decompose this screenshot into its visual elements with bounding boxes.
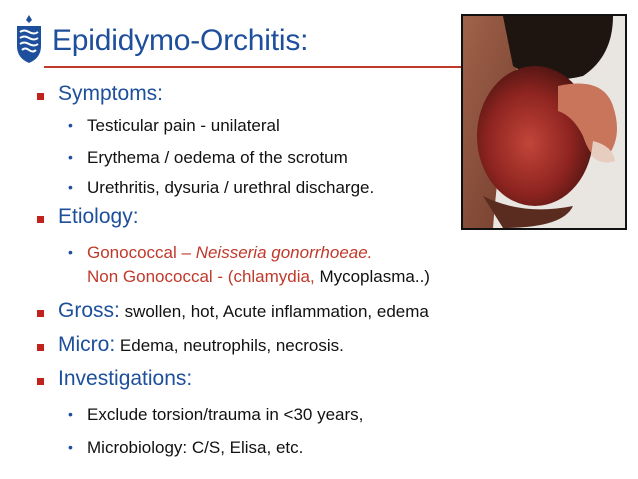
symptom-item: Erythema / oedema of the scrotum <box>87 148 348 167</box>
bullet-square-icon <box>37 378 44 385</box>
bullet-square-icon <box>37 310 44 317</box>
slide-title: Epididymo-Orchitis: <box>52 24 309 57</box>
etiology-line-2 <box>87 267 430 287</box>
bullet-dot-icon: • <box>68 179 73 195</box>
bullet-dot-icon: • <box>68 439 73 455</box>
micro-text: Edema, neutrophils, necrosis. <box>115 336 344 355</box>
gross-line <box>58 299 429 323</box>
symptom-item: Urethritis, dysuria / urethral discharge. <box>87 178 375 197</box>
etiology-mycoplasma: Mycoplasma..) <box>319 267 430 286</box>
bullet-dot-icon: • <box>68 244 73 260</box>
etiology-line-1 <box>87 243 372 263</box>
bullet-square-icon <box>37 344 44 351</box>
bullet-dot-icon: • <box>68 149 73 165</box>
micro-line <box>58 333 344 357</box>
symptoms-heading: Symptoms: <box>58 82 164 105</box>
etiology-heading: Etiology: <box>58 205 139 228</box>
bullet-square-icon <box>37 93 44 100</box>
etiology-neisseria: Neisseria gonorrhoeae. <box>195 243 373 262</box>
investigation-item: Microbiology: C/S, Elisa, etc. <box>87 438 304 457</box>
investigations-heading: Investigations: <box>58 367 193 390</box>
bullet-dot-icon: • <box>68 117 73 133</box>
bullet-dot-icon: • <box>68 406 73 422</box>
bullet-square-icon <box>37 216 44 223</box>
etiology-gonococcal: Gonococcal – <box>87 243 196 262</box>
title-divider <box>44 66 469 68</box>
gross-text: swollen, hot, Acute inflammation, edema <box>119 302 429 321</box>
clinical-photo <box>461 14 627 230</box>
university-logo-icon <box>14 14 44 64</box>
micro-heading: Micro: <box>58 333 116 356</box>
gross-heading: Gross: <box>58 299 120 322</box>
etiology-non-gonococcal: Non Gonococcal - (chlamydia, <box>87 267 320 286</box>
symptom-item: Testicular pain - unilateral <box>87 116 280 135</box>
investigation-item: Exclude torsion/trauma in <30 years, <box>87 405 364 424</box>
